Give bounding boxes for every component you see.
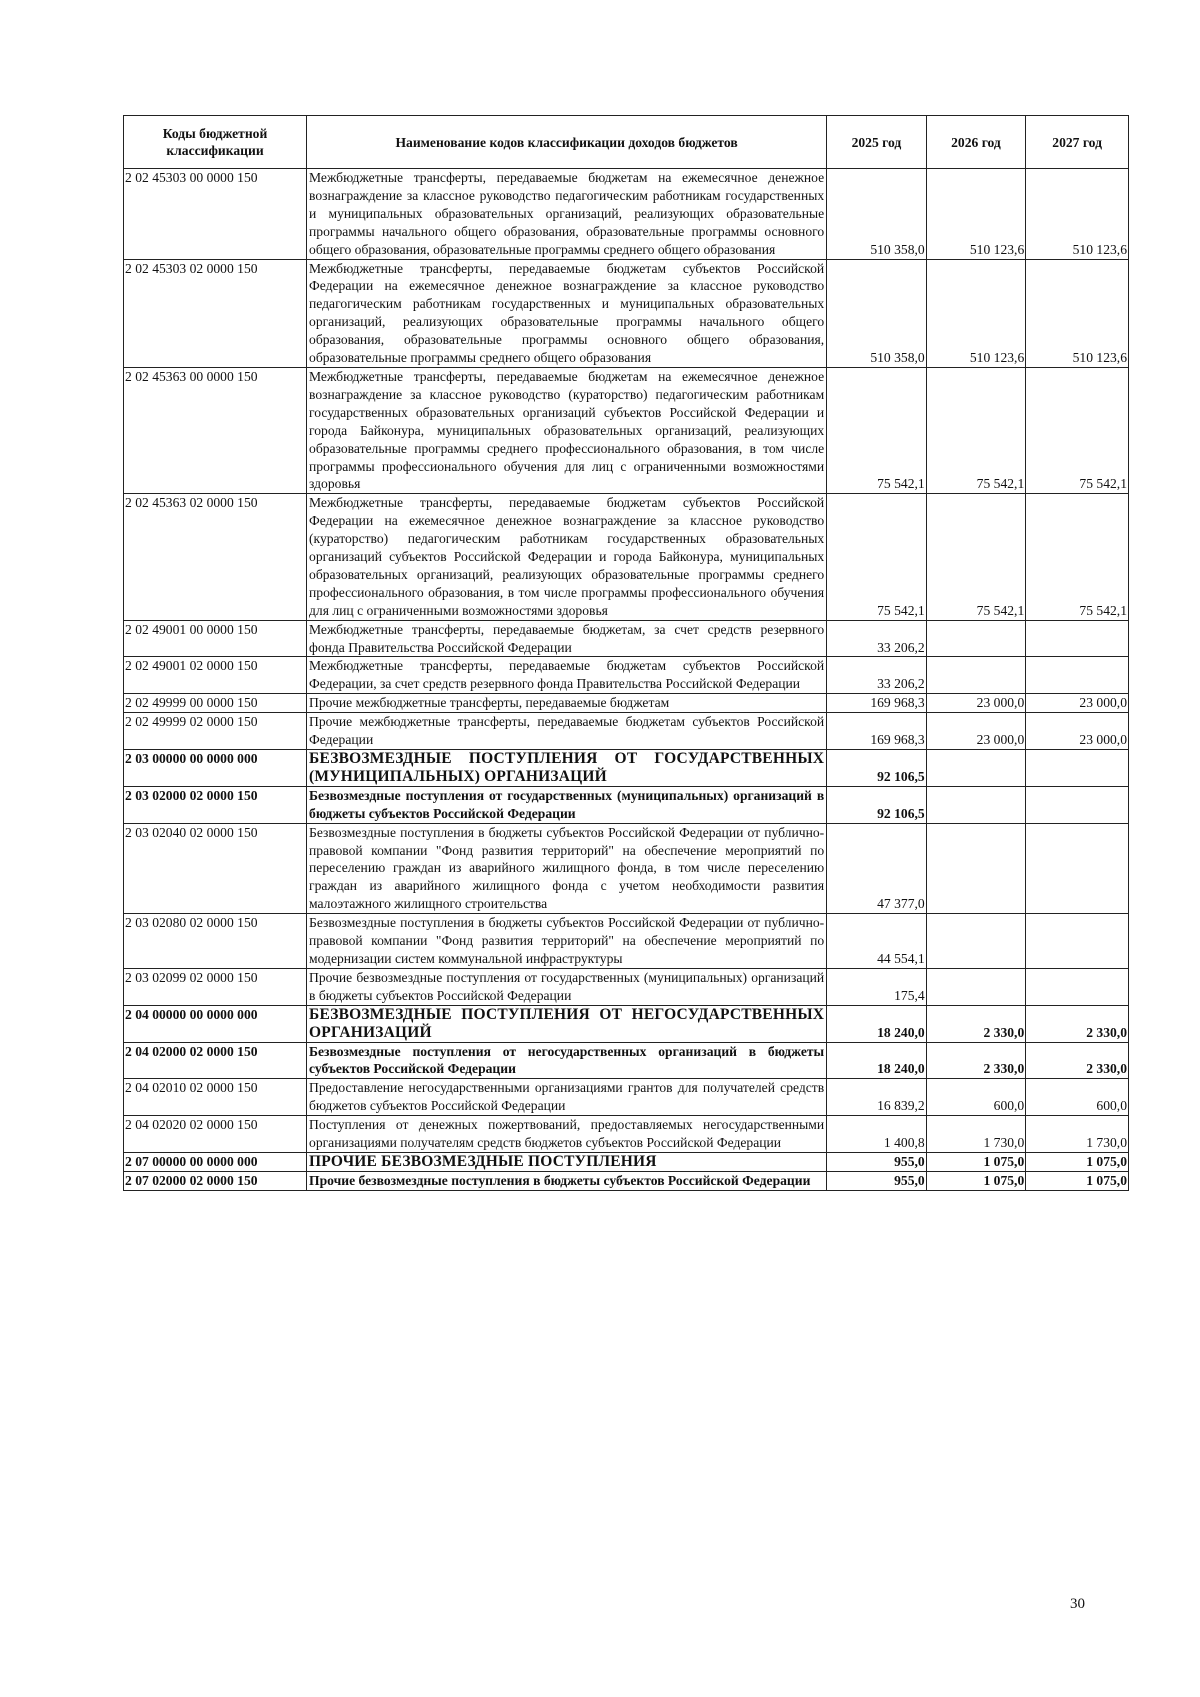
code-cell: 2 04 02000 02 0000 150 — [124, 1042, 307, 1079]
table-row — [124, 1005, 1129, 1042]
value-2026-cell: 23 000,0 — [926, 713, 1026, 750]
value-2027-cell: 600,0 — [1026, 1079, 1129, 1116]
value-2027-cell — [1026, 968, 1129, 1005]
value-2025-cell: 18 240,0 — [827, 1042, 927, 1079]
table-row — [124, 169, 1129, 260]
value-2027-cell — [1026, 823, 1129, 914]
value-2027-cell: 23 000,0 — [1026, 713, 1129, 750]
value-2025-cell: 18 240,0 — [827, 1005, 927, 1042]
code-cell: 2 03 02040 02 0000 150 — [124, 823, 307, 914]
table-row — [124, 713, 1129, 750]
value-2025-cell: 169 968,3 — [827, 694, 927, 713]
table-row — [124, 823, 1129, 914]
code-cell: 2 07 02000 02 0000 150 — [124, 1171, 307, 1190]
table-row — [124, 657, 1129, 694]
name-cell: Прочие межбюджетные трансферты, передаваемые бюджетам субъектов Российской Федерации — [307, 713, 827, 750]
table-row — [124, 259, 1129, 367]
name-cell: Поступления от денежных пожертвований, предоставляемых негосударственными организациями получателям средств бюджетов субъектов Российской Федерации — [307, 1116, 827, 1153]
code-cell: 2 02 49999 02 0000 150 — [124, 713, 307, 750]
table-row — [124, 1079, 1129, 1116]
code-cell: 2 04 00000 00 0000 000 — [124, 1005, 307, 1042]
value-2025-cell: 1 400,8 — [827, 1116, 927, 1153]
value-2027-cell: 510 123,6 — [1026, 169, 1129, 260]
code-cell: 2 07 00000 00 0000 000 — [124, 1152, 307, 1171]
page-number: 30 — [1070, 1596, 1085, 1612]
table-row — [124, 694, 1129, 713]
value-2025-cell: 75 542,1 — [827, 494, 927, 620]
name-cell: Межбюджетные трансферты, передаваемые бюджетам на ежемесячное денежное вознаграждение за классное руководство (кураторство) педагогическим работникам государственных образовательных организаций субъектов Российской Федерации и города Байконура, муниципальных образовательных организаций, реализующих образовательные программы среднего профессионального образования, в том числе программы профессионального обучения для лиц с ограниченными возможностями здоровья — [307, 367, 827, 493]
value-2027-cell: 1 075,0 — [1026, 1171, 1129, 1190]
value-2027-cell — [1026, 914, 1129, 969]
name-cell: ПРОЧИЕ БЕЗВОЗМЕЗДНЫЕ ПОСТУПЛЕНИЯ — [307, 1152, 827, 1171]
table-row — [124, 1042, 1129, 1079]
value-2027-cell — [1026, 657, 1129, 694]
value-2025-cell: 955,0 — [827, 1171, 927, 1190]
table-row — [124, 367, 1129, 493]
value-2026-cell: 75 542,1 — [926, 494, 1026, 620]
name-cell: Межбюджетные трансферты, передаваемые бюджетам субъектов Российской Федерации на ежемесячное денежное вознаграждение за классное руководство педагогическим работникам государственных и муниципальных образовательных организаций, реализующих образовательные программы начального общего образования, образовательные программы основного общего образования, образовательные программы среднего общего образования — [307, 259, 827, 367]
value-2027-cell: 75 542,1 — [1026, 494, 1129, 620]
value-2026-cell: 2 330,0 — [926, 1042, 1026, 1079]
name-cell: Межбюджетные трансферты, передаваемые бюджетам субъектов Российской Федерации на ежемесячное денежное вознаграждение за классное руководство (кураторство) педагогическим работникам государственных образовательных организаций субъектов Российской Федерации и города Байконура, муниципальных образовательных организаций, реализующих образовательные программы среднего профессионального образования, в том числе программы профессионального обучения для лиц с ограниченными возможностями здоровья — [307, 494, 827, 620]
value-2026-cell: 510 123,6 — [926, 169, 1026, 260]
table-row — [124, 620, 1129, 657]
name-cell: Межбюджетные трансферты, передаваемые бюджетам субъектов Российской Федерации, за счет средств резервного фонда Правительства Российской Федерации — [307, 657, 827, 694]
code-cell: 2 02 45363 02 0000 150 — [124, 494, 307, 620]
table-row — [124, 968, 1129, 1005]
code-cell: 2 02 45303 00 0000 150 — [124, 169, 307, 260]
table-row — [124, 494, 1129, 620]
value-2026-cell — [926, 620, 1026, 657]
name-cell: Безвозмездные поступления от государственных (муниципальных) организаций в бюджеты субъектов Российской Федерации — [307, 786, 827, 823]
name-cell: Прочие межбюджетные трансферты, передаваемые бюджетам — [307, 694, 827, 713]
value-2027-cell — [1026, 750, 1129, 787]
table-row — [124, 914, 1129, 969]
table-header-row — [124, 116, 1129, 169]
value-2027-cell — [1026, 786, 1129, 823]
value-2027-cell — [1026, 620, 1129, 657]
header-name: Наименование кодов классификации доходов бюджетов — [307, 116, 827, 169]
table-row — [124, 750, 1129, 787]
value-2025-cell: 92 106,5 — [827, 786, 927, 823]
value-2025-cell: 510 358,0 — [827, 259, 927, 367]
value-2027-cell: 75 542,1 — [1026, 367, 1129, 493]
value-2026-cell: 1 075,0 — [926, 1152, 1026, 1171]
code-cell: 2 02 49001 02 0000 150 — [124, 657, 307, 694]
code-cell: 2 03 02000 02 0000 150 — [124, 786, 307, 823]
value-2027-cell: 2 330,0 — [1026, 1005, 1129, 1042]
value-2026-cell — [926, 657, 1026, 694]
name-cell: БЕЗВОЗМЕЗДНЫЕ ПОСТУПЛЕНИЯ ОТ ГОСУДАРСТВЕННЫХ (МУНИЦИПАЛЬНЫХ) ОРГАНИЗАЦИЙ — [307, 750, 827, 787]
header-2027: 2027 год — [1026, 116, 1129, 169]
value-2026-cell — [926, 786, 1026, 823]
value-2026-cell: 23 000,0 — [926, 694, 1026, 713]
value-2025-cell: 510 358,0 — [827, 169, 927, 260]
code-cell: 2 02 45303 02 0000 150 — [124, 259, 307, 367]
value-2025-cell: 33 206,2 — [827, 620, 927, 657]
value-2025-cell: 175,4 — [827, 968, 927, 1005]
name-cell: Безвозмездные поступления от негосударственных организаций в бюджеты субъектов Российской Федерации — [307, 1042, 827, 1079]
value-2026-cell — [926, 750, 1026, 787]
name-cell: Межбюджетные трансферты, передаваемые бюджетам на ежемесячное денежное вознаграждение за классное руководство педагогическим работникам государственных и муниципальных образовательных организаций, реализующих образовательные программы начального общего образования, образовательные программы основного общего образования, образовательные программы среднего общего образования — [307, 169, 827, 260]
header-code: Коды бюджетной классификации — [124, 116, 307, 169]
value-2027-cell: 2 330,0 — [1026, 1042, 1129, 1079]
code-cell: 2 02 49999 00 0000 150 — [124, 694, 307, 713]
code-cell: 2 04 02010 02 0000 150 — [124, 1079, 307, 1116]
code-cell: 2 03 02080 02 0000 150 — [124, 914, 307, 969]
name-cell: Прочие безвозмездные поступления от государственных (муниципальных) организаций в бюджеты субъектов Российской Федерации — [307, 968, 827, 1005]
value-2026-cell — [926, 914, 1026, 969]
value-2025-cell: 33 206,2 — [827, 657, 927, 694]
header-2025: 2025 год — [827, 116, 927, 169]
value-2026-cell: 600,0 — [926, 1079, 1026, 1116]
value-2025-cell: 92 106,5 — [827, 750, 927, 787]
value-2026-cell — [926, 823, 1026, 914]
value-2025-cell: 47 377,0 — [827, 823, 927, 914]
table-row — [124, 1116, 1129, 1153]
name-cell: Предоставление негосударственными организациями грантов для получателей средств бюджетов субъектов Российской Федерации — [307, 1079, 827, 1116]
code-cell: 2 04 02020 02 0000 150 — [124, 1116, 307, 1153]
code-cell: 2 03 02099 02 0000 150 — [124, 968, 307, 1005]
header-2026: 2026 год — [926, 116, 1026, 169]
value-2025-cell: 169 968,3 — [827, 713, 927, 750]
name-cell: Прочие безвозмездные поступления в бюджеты субъектов Российской Федерации — [307, 1171, 827, 1190]
budget-table — [123, 115, 1129, 1191]
value-2027-cell: 1 730,0 — [1026, 1116, 1129, 1153]
value-2026-cell: 1 075,0 — [926, 1171, 1026, 1190]
code-cell: 2 03 00000 00 0000 000 — [124, 750, 307, 787]
value-2025-cell: 44 554,1 — [827, 914, 927, 969]
value-2026-cell: 510 123,6 — [926, 259, 1026, 367]
table-row — [124, 1171, 1129, 1190]
code-cell: 2 02 45363 00 0000 150 — [124, 367, 307, 493]
name-cell: Безвозмездные поступления в бюджеты субъектов Российской Федерации от публично-правовой компании "Фонд развития территорий" на обеспечение мероприятий по модернизации систем коммунальной инфраструктуры — [307, 914, 827, 969]
name-cell: Межбюджетные трансферты, передаваемые бюджетам, за счет средств резервного фонда Правительства Российской Федерации — [307, 620, 827, 657]
name-cell: БЕЗВОЗМЕЗДНЫЕ ПОСТУПЛЕНИЯ ОТ НЕГОСУДАРСТВЕННЫХ ОРГАНИЗАЦИЙ — [307, 1005, 827, 1042]
value-2026-cell: 75 542,1 — [926, 367, 1026, 493]
value-2027-cell: 23 000,0 — [1026, 694, 1129, 713]
value-2026-cell — [926, 968, 1026, 1005]
table-row — [124, 786, 1129, 823]
value-2026-cell: 2 330,0 — [926, 1005, 1026, 1042]
value-2025-cell: 75 542,1 — [827, 367, 927, 493]
value-2027-cell: 510 123,6 — [1026, 259, 1129, 367]
value-2026-cell: 1 730,0 — [926, 1116, 1026, 1153]
name-cell: Безвозмездные поступления в бюджеты субъектов Российской Федерации от публично-правовой компании "Фонд развития территорий" на обеспечение мероприятий по переселению граждан из аварийного жилищного фонда, в том числе переселению граждан из аварийного жилищного фонда с учетом необходимости развития малоэтажного жилищного строительства — [307, 823, 827, 914]
value-2025-cell: 16 839,2 — [827, 1079, 927, 1116]
value-2027-cell: 1 075,0 — [1026, 1152, 1129, 1171]
table-row — [124, 1152, 1129, 1171]
table-body — [124, 169, 1129, 1191]
code-cell: 2 02 49001 00 0000 150 — [124, 620, 307, 657]
value-2025-cell: 955,0 — [827, 1152, 927, 1171]
